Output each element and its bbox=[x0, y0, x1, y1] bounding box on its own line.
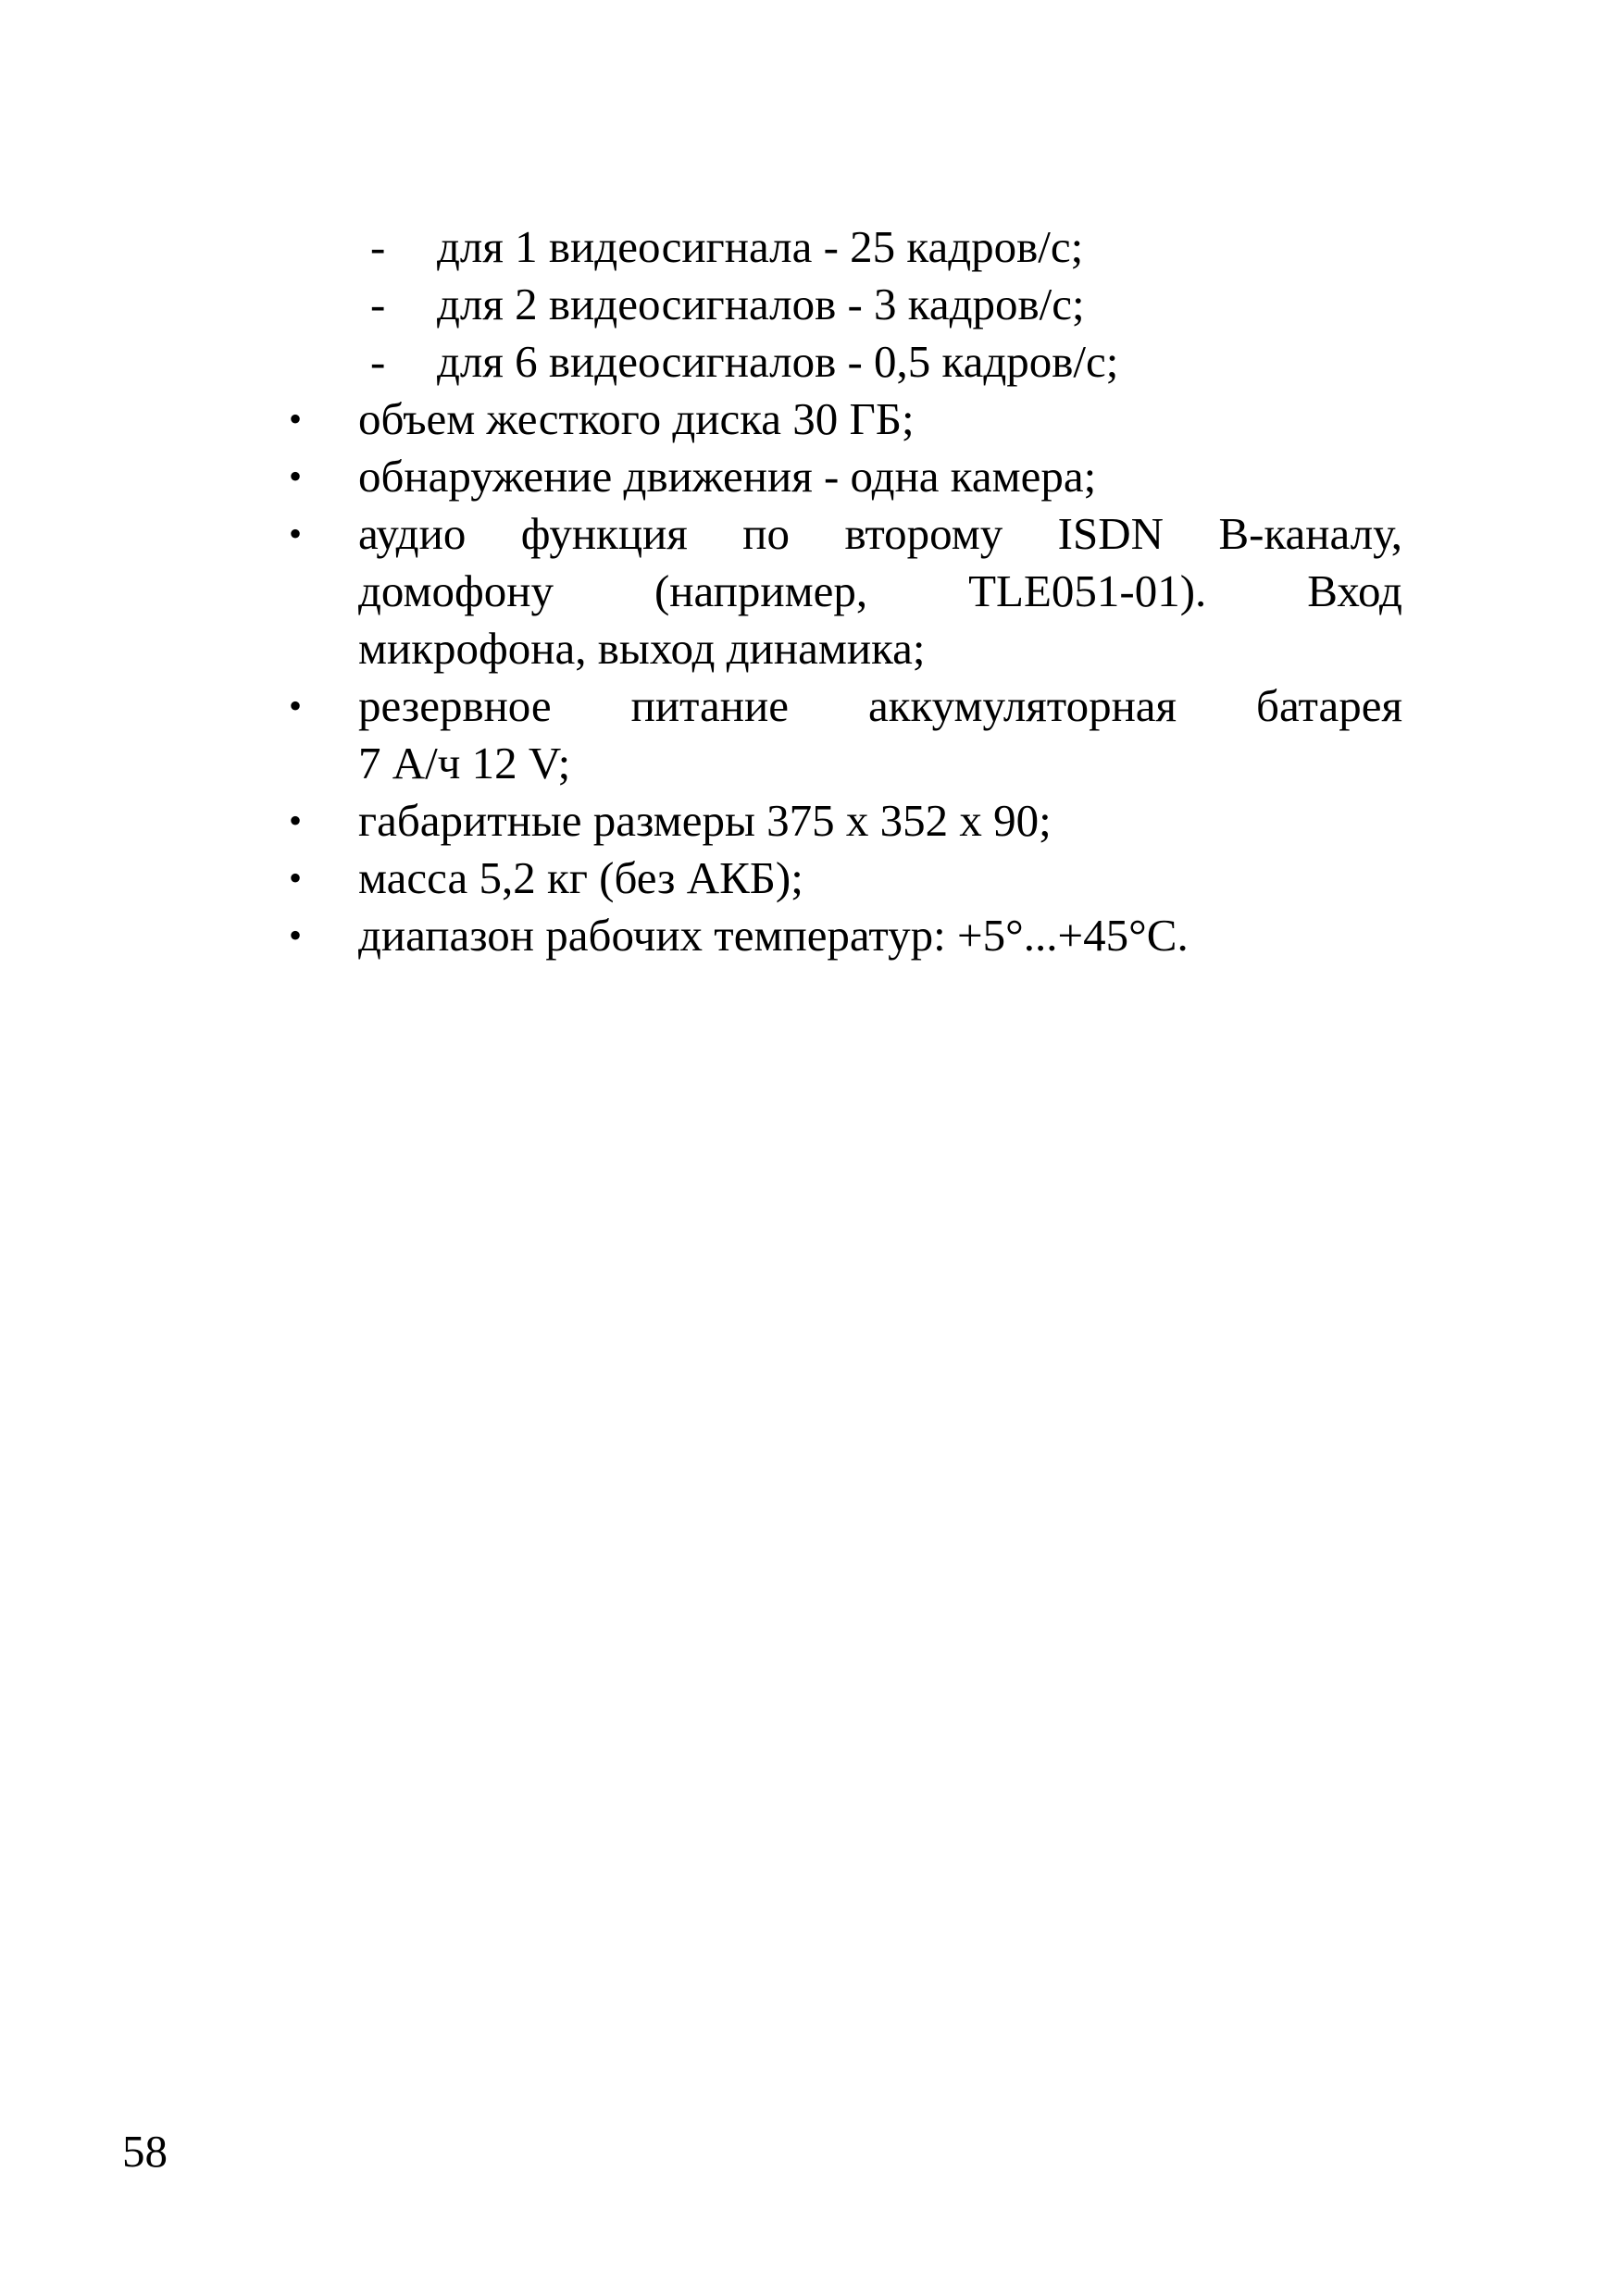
bullet-line: 7 А/ч 12 V; bbox=[358, 738, 571, 788]
bullet-marker: • bbox=[289, 513, 303, 554]
bullet-marker: • bbox=[289, 914, 303, 956]
bullet-item-text bbox=[358, 448, 1402, 505]
bullet-item-mass bbox=[0, 850, 1619, 907]
bullet-item-backup-power bbox=[0, 677, 1619, 792]
page-number: 58 bbox=[122, 2126, 168, 2177]
bullet-line: микрофона, выход динамика; bbox=[358, 623, 926, 674]
dash-item-2 bbox=[0, 276, 1619, 333]
bullet-line: масса 5,2 кг (без АКБ); bbox=[358, 852, 803, 903]
bullet-item-text bbox=[358, 505, 1402, 677]
bullet-marker: • bbox=[289, 857, 303, 899]
dash-item-text: для 2 видеосигналов - 3 кадров/с; bbox=[437, 279, 1085, 329]
dash-item-text: для 6 видеосигналов - 0,5 кадров/с; bbox=[437, 336, 1119, 387]
dash-item-3 bbox=[0, 333, 1619, 391]
spec-list bbox=[0, 218, 1619, 964]
bullet-marker: • bbox=[289, 455, 303, 497]
bullet-item-text bbox=[358, 391, 1402, 448]
bullet-item-temperature bbox=[0, 907, 1619, 964]
bullet-marker: • bbox=[289, 800, 303, 841]
bullet-item-dimensions bbox=[0, 792, 1619, 850]
bullet-line: габаритные размеры 375 х 352 х 90; bbox=[358, 795, 1052, 846]
dash-item-1 bbox=[0, 218, 1619, 276]
bullet-item-text bbox=[358, 907, 1402, 964]
bullet-item-motion bbox=[0, 448, 1619, 505]
dash-marker: - bbox=[370, 279, 386, 329]
bullet-item-text bbox=[358, 677, 1402, 792]
bullet-line: резервное питание аккумуляторная батарея bbox=[358, 680, 1402, 731]
bullet-line: диапазон рабочих температур: +5°...+45°С. bbox=[358, 910, 1189, 961]
dash-marker: - bbox=[370, 336, 386, 387]
bullet-item-hdd bbox=[0, 391, 1619, 448]
bullet-item-text bbox=[358, 792, 1402, 850]
bullet-line: аудио функция по второму ISDN В-каналу, bbox=[358, 508, 1402, 559]
bullet-marker: • bbox=[289, 685, 303, 726]
bullet-item-text bbox=[358, 850, 1402, 907]
bullet-line: обнаружение движения - одна камера; bbox=[358, 451, 1097, 502]
dash-item-text: для 1 видеосигнала - 25 кадров/с; bbox=[437, 221, 1084, 272]
bullet-item-audio bbox=[0, 505, 1619, 677]
bullet-marker: • bbox=[289, 398, 303, 440]
bullet-line: объем жесткого диска 30 ГБ; bbox=[358, 393, 915, 444]
bullet-line: домофону (например, TLE051-01). Вход bbox=[358, 565, 1402, 616]
dash-marker: - bbox=[370, 221, 386, 272]
